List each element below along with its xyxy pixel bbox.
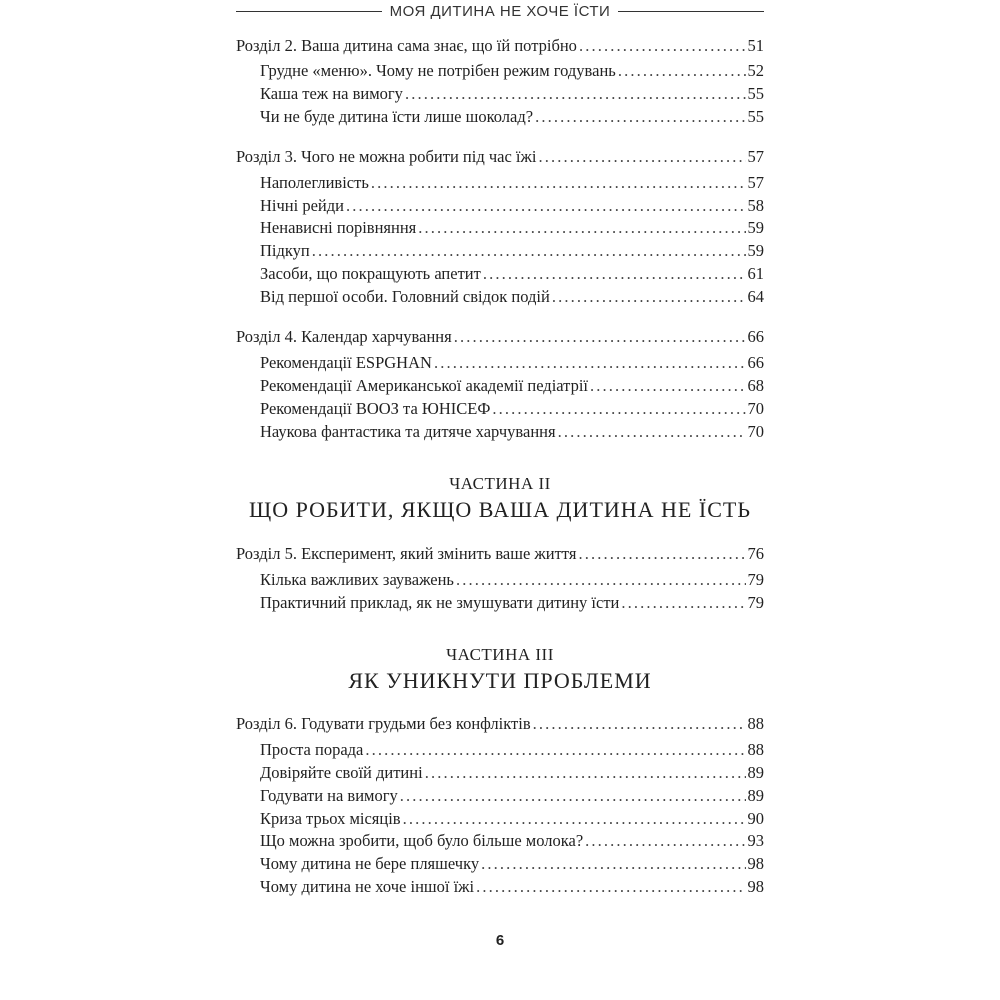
toc-item: [260, 217, 764, 239]
item-page: 70: [747, 422, 764, 441]
running-head-title: МОЯ ДИТИНА НЕ ХОЧЕ ЇСТИ: [389, 2, 611, 20]
part-2-title: ЩО РОБИТИ, ЯКЩО ВАША ДИТИНА НЕ ЇСТЬ: [249, 497, 751, 522]
toc-item: [260, 808, 764, 830]
item-title: Довіряйте своїй дитині: [260, 763, 423, 782]
part-3-title: ЯК УНИКНУТИ ПРОБЛЕМИ: [348, 668, 652, 693]
item-page: 98: [747, 854, 764, 873]
leader-dots: [492, 398, 745, 420]
chapter-page: 66: [747, 327, 764, 346]
toc-item: [260, 286, 764, 308]
item-page: 93: [747, 831, 764, 850]
toc-item: [260, 569, 764, 591]
toc-item: [260, 263, 764, 285]
leader-dots: [533, 713, 746, 735]
toc-item: [260, 240, 764, 262]
leader-dots: [481, 853, 745, 875]
leader-dots: [535, 106, 745, 128]
item-title: Грудне «меню». Чому не потрібен режим годувань: [260, 61, 616, 80]
toc-chapter-2: [236, 35, 764, 57]
item-title: Рекомендації ВООЗ та ЮНІСЕФ: [260, 399, 491, 418]
toc-item: [260, 172, 764, 194]
toc-item: [260, 421, 764, 443]
item-title: Чому дитина не хоче іншої їжі: [260, 877, 475, 896]
item-page: 64: [747, 287, 764, 306]
item-title: Чи не буде дитина їсти лише шоколад?: [260, 107, 534, 126]
toc-item: [260, 876, 764, 898]
item-title: Проста порада: [260, 740, 364, 759]
toc-item: [260, 195, 764, 217]
leader-dots: [618, 60, 746, 82]
item-page: 61: [747, 264, 764, 283]
part-3-label: ЧАСТИНА III: [446, 645, 554, 664]
chapter-title: Розділ 3. Чого не можна робити під час їжі: [236, 147, 537, 166]
toc-item: [260, 398, 764, 420]
toc-item: [260, 739, 764, 761]
leader-dots: [552, 286, 746, 308]
leader-dots: [621, 592, 745, 614]
part-2-label: ЧАСТИНА II: [449, 474, 551, 493]
chapter-page: 57: [747, 147, 764, 166]
item-title: Підкуп: [260, 241, 310, 260]
leader-dots: [403, 808, 746, 830]
leader-dots: [365, 739, 745, 761]
item-page: 68: [747, 376, 764, 395]
item-page: 89: [747, 763, 764, 782]
chapter-title: Розділ 2. Ваша дитина сама знає, що їй потрібно: [236, 36, 577, 55]
item-page: 57: [747, 173, 764, 192]
item-page: 98: [747, 877, 764, 896]
item-page: 59: [747, 218, 764, 237]
item-title: Засоби, що покращують апетит: [260, 264, 481, 283]
toc-item: [260, 375, 764, 397]
leader-dots: [476, 876, 745, 898]
item-title: Що можна зробити, щоб було більше молока?: [260, 831, 584, 850]
item-page: 79: [747, 570, 764, 589]
leader-dots: [346, 195, 746, 217]
item-title: Практичний приклад, як не змушувати дитину їсти: [260, 593, 620, 612]
item-title: Кілька важливих зауважень: [260, 570, 454, 589]
toc-chapter-6: [236, 713, 764, 735]
item-title: Чому дитина не бере пляшечку: [260, 854, 480, 873]
item-page: 90: [747, 809, 764, 828]
leader-dots: [579, 35, 746, 57]
chapter-title: Розділ 6. Годувати грудьми без конфліктів: [236, 714, 531, 733]
item-page: 89: [747, 786, 764, 805]
item-title: Рекомендації Американської академії педіатрії: [260, 376, 589, 395]
item-title: Нічні рейди: [260, 196, 344, 215]
leader-dots: [371, 172, 746, 194]
item-title: Каша теж на вимогу: [260, 84, 403, 103]
item-page: 58: [747, 196, 764, 215]
item-page: 66: [747, 353, 764, 372]
item-page: 88: [747, 740, 764, 759]
leader-dots: [456, 569, 746, 591]
toc-item: [260, 762, 764, 784]
chapter-title: Розділ 5. Експеримент, який змінить ваше життя: [236, 544, 577, 563]
leader-dots: [483, 263, 746, 285]
item-page: 59: [747, 241, 764, 260]
toc-item: [260, 853, 764, 875]
item-title: Криза трьох місяців: [260, 809, 401, 828]
leader-dots: [434, 352, 746, 374]
item-page: 79: [747, 593, 764, 612]
leader-dots: [425, 762, 746, 784]
leader-dots: [538, 146, 745, 168]
chapter-page: 88: [747, 714, 764, 733]
leader-dots: [418, 217, 745, 239]
item-title: Від першої особи. Головний свідок подій: [260, 287, 550, 306]
chapter-page: 51: [747, 36, 764, 55]
toc-item: [260, 106, 764, 128]
item-title: Наполегливість: [260, 173, 369, 192]
toc-item: [260, 785, 764, 807]
item-title: Рекомендації ESPGHAN: [260, 353, 432, 372]
toc-item: [260, 60, 764, 82]
toc-chapter-4: [236, 326, 764, 348]
leader-dots: [590, 375, 745, 397]
running-head: [236, 0, 764, 22]
leader-dots: [400, 785, 746, 807]
chapter-page: 76: [747, 544, 764, 563]
item-page: 70: [747, 399, 764, 418]
item-title: Наукова фантастика та дитяче харчування: [260, 422, 556, 441]
item-page: 55: [747, 84, 764, 103]
toc-item: [260, 83, 764, 105]
toc-item: [260, 352, 764, 374]
toc-chapter-5: [236, 543, 764, 565]
item-title: Годувати на вимогу: [260, 786, 398, 805]
item-title: Ненависні порівняння: [260, 218, 417, 237]
toc-item: [260, 830, 764, 852]
leader-dots: [454, 326, 746, 348]
leader-dots: [312, 240, 746, 262]
leader-dots: [578, 543, 745, 565]
leader-dots: [558, 421, 746, 443]
toc-chapter-3: [236, 146, 764, 168]
running-head-rule-left: [236, 11, 382, 12]
running-head-rule-right: [618, 11, 764, 12]
page-number: 6: [495, 932, 505, 949]
item-page: 52: [747, 61, 764, 80]
leader-dots: [585, 830, 745, 852]
item-page: 55: [747, 107, 764, 126]
chapter-title: Розділ 4. Календар харчування: [236, 327, 452, 346]
toc-item: [260, 592, 764, 614]
leader-dots: [405, 83, 746, 105]
